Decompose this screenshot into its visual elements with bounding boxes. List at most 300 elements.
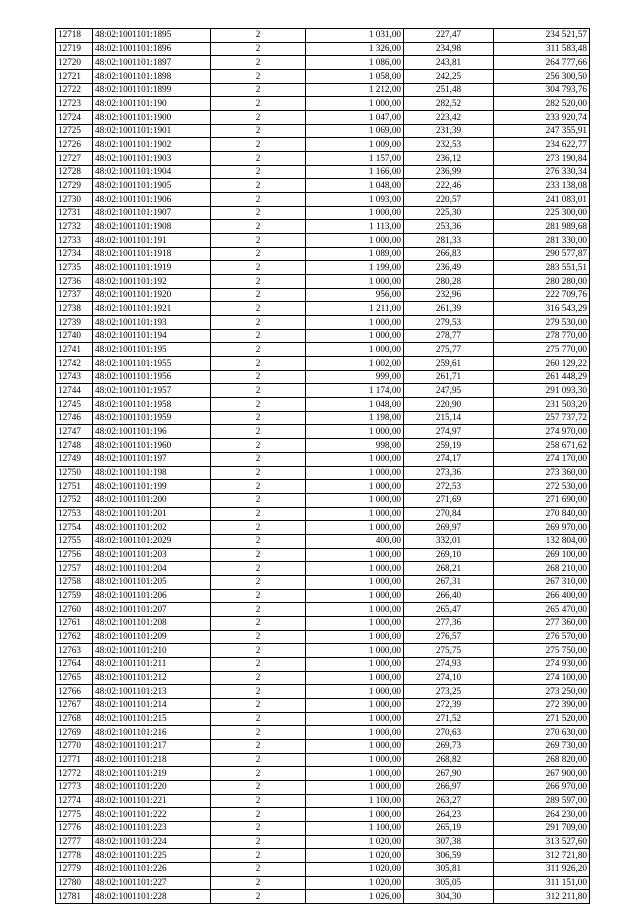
row-number-cell: 12765 — [56, 671, 93, 685]
table-row — [56, 507, 590, 521]
category-code-cell: 2 — [211, 849, 306, 863]
row-number-cell: 12739 — [56, 316, 93, 330]
cadastral-number-cell: 48:02:1001101:195 — [93, 343, 211, 357]
row-number-cell: 12732 — [56, 220, 93, 234]
category-code-cell: 2 — [211, 657, 306, 671]
cadastral-value-cell: 234 521,57 — [494, 29, 590, 43]
unit-value-cell: 282,52 — [404, 97, 494, 111]
category-code-cell: 2 — [211, 234, 306, 248]
unit-value-cell: 268,82 — [404, 753, 494, 767]
row-number-cell: 12744 — [56, 384, 93, 398]
cadastral-value-cell: 267 310,00 — [494, 575, 590, 589]
cadastral-value-cell: 270 840,00 — [494, 507, 590, 521]
cadastral-value-cell: 291 709,00 — [494, 821, 590, 835]
table-row — [56, 111, 590, 125]
cadastral-value-cell: 279 530,00 — [494, 316, 590, 330]
table-row — [56, 849, 590, 863]
category-code-cell: 2 — [211, 821, 306, 835]
area-cell: 1 000,00 — [306, 603, 404, 617]
unit-value-cell: 232,96 — [404, 288, 494, 302]
unit-value-cell: 225,30 — [404, 206, 494, 220]
unit-value-cell: 267,90 — [404, 767, 494, 781]
cadastral-number-cell: 48:02:1001101:1920 — [93, 288, 211, 302]
area-cell: 1 026,00 — [306, 890, 404, 904]
unit-value-cell: 263,27 — [404, 794, 494, 808]
unit-value-cell: 271,52 — [404, 712, 494, 726]
cadastral-number-cell: 48:02:1001101:209 — [93, 630, 211, 644]
row-number-cell: 12760 — [56, 603, 93, 617]
table-row — [56, 398, 590, 412]
area-cell: 1 020,00 — [306, 876, 404, 890]
cadastral-value-cell: 274 970,00 — [494, 425, 590, 439]
table-row — [56, 261, 590, 275]
unit-value-cell: 270,84 — [404, 507, 494, 521]
cadastral-value-cell: 270 630,00 — [494, 726, 590, 740]
cadastral-value-cell: 256 300,50 — [494, 70, 590, 84]
cadastral-value-cell: 276 570,00 — [494, 630, 590, 644]
unit-value-cell: 261,71 — [404, 370, 494, 384]
row-number-cell: 12762 — [56, 630, 93, 644]
cadastral-value-cell: 272 390,00 — [494, 698, 590, 712]
table-row — [56, 794, 590, 808]
unit-value-cell: 261,39 — [404, 302, 494, 316]
category-code-cell: 2 — [211, 507, 306, 521]
area-cell: 1 000,00 — [306, 808, 404, 822]
cadastral-number-cell: 48:02:1001101:203 — [93, 548, 211, 562]
category-code-cell: 2 — [211, 83, 306, 97]
unit-value-cell: 280,28 — [404, 275, 494, 289]
unit-value-cell: 306,59 — [404, 849, 494, 863]
cadastral-value-cell: 316 543,29 — [494, 302, 590, 316]
category-code-cell: 2 — [211, 452, 306, 466]
cadastral-number-cell: 48:02:1001101:222 — [93, 808, 211, 822]
category-code-cell: 2 — [211, 685, 306, 699]
cadastral-number-cell: 48:02:1001101:1901 — [93, 124, 211, 138]
area-cell: 1 000,00 — [306, 767, 404, 781]
cadastral-number-cell: 48:02:1001101:216 — [93, 726, 211, 740]
area-cell: 400,00 — [306, 534, 404, 548]
table-row — [56, 206, 590, 220]
category-code-cell: 2 — [211, 343, 306, 357]
unit-value-cell: 227,47 — [404, 29, 494, 43]
unit-value-cell: 242,25 — [404, 70, 494, 84]
cadastral-value-cell: 266 400,00 — [494, 589, 590, 603]
unit-value-cell: 236,99 — [404, 165, 494, 179]
category-code-cell: 2 — [211, 124, 306, 138]
table-row — [56, 780, 590, 794]
cadastral-number-cell: 48:02:1001101:215 — [93, 712, 211, 726]
cadastral-number-cell: 48:02:1001101:207 — [93, 603, 211, 617]
table-row — [56, 29, 590, 43]
area-cell: 1 174,00 — [306, 384, 404, 398]
table-row — [56, 138, 590, 152]
unit-value-cell: 267,31 — [404, 575, 494, 589]
area-cell: 1 000,00 — [306, 644, 404, 658]
table-row — [56, 316, 590, 330]
table-row — [56, 329, 590, 343]
category-code-cell: 2 — [211, 220, 306, 234]
unit-value-cell: 232,53 — [404, 138, 494, 152]
cadastral-value-cell: 264 230,00 — [494, 808, 590, 822]
area-cell: 1 000,00 — [306, 657, 404, 671]
unit-value-cell: 234,98 — [404, 42, 494, 56]
cadastral-number-cell: 48:02:1001101:228 — [93, 890, 211, 904]
cadastral-value-cell: 261 448,29 — [494, 370, 590, 384]
row-number-cell: 12750 — [56, 466, 93, 480]
table-row — [56, 302, 590, 316]
category-code-cell: 2 — [211, 862, 306, 876]
cadastral-value-table — [55, 28, 590, 904]
category-code-cell: 2 — [211, 425, 306, 439]
cadastral-number-cell: 48:02:1001101:197 — [93, 452, 211, 466]
unit-value-cell: 279,53 — [404, 316, 494, 330]
category-code-cell: 2 — [211, 767, 306, 781]
cadastral-number-cell: 48:02:1001101:1906 — [93, 193, 211, 207]
table-row — [56, 589, 590, 603]
table-row — [56, 876, 590, 890]
area-cell: 1 000,00 — [306, 329, 404, 343]
table-row — [56, 466, 590, 480]
area-cell: 1 000,00 — [306, 753, 404, 767]
unit-value-cell: 223,42 — [404, 111, 494, 125]
cadastral-number-cell: 48:02:1001101:201 — [93, 507, 211, 521]
unit-value-cell: 259,61 — [404, 357, 494, 371]
row-number-cell: 12730 — [56, 193, 93, 207]
row-number-cell: 12766 — [56, 685, 93, 699]
row-number-cell: 12772 — [56, 767, 93, 781]
table-row — [56, 343, 590, 357]
table-row — [56, 521, 590, 535]
area-cell: 1 100,00 — [306, 794, 404, 808]
area-cell: 1 000,00 — [306, 493, 404, 507]
category-code-cell: 2 — [211, 534, 306, 548]
category-code-cell: 2 — [211, 439, 306, 453]
table-row — [56, 165, 590, 179]
area-cell: 1 000,00 — [306, 466, 404, 480]
cadastral-number-cell: 48:02:1001101:223 — [93, 821, 211, 835]
cadastral-value-cell: 257 737,72 — [494, 411, 590, 425]
category-code-cell: 2 — [211, 261, 306, 275]
table-row — [56, 452, 590, 466]
cadastral-number-cell: 48:02:1001101:199 — [93, 480, 211, 494]
cadastral-number-cell: 48:02:1001101:1959 — [93, 411, 211, 425]
cadastral-value-cell: 274 930,00 — [494, 657, 590, 671]
row-number-cell: 12719 — [56, 42, 93, 56]
cadastral-value-cell: 274 100,00 — [494, 671, 590, 685]
cadastral-number-cell: 48:02:1001101:217 — [93, 739, 211, 753]
cadastral-value-cell: 312 211,80 — [494, 890, 590, 904]
cadastral-value-cell: 258 671,62 — [494, 439, 590, 453]
row-number-cell: 12767 — [56, 698, 93, 712]
unit-value-cell: 272,53 — [404, 480, 494, 494]
cadastral-value-cell: 222 709,76 — [494, 288, 590, 302]
category-code-cell: 2 — [211, 288, 306, 302]
category-code-cell: 2 — [211, 398, 306, 412]
cadastral-value-cell: 282 520,00 — [494, 97, 590, 111]
table-row — [56, 726, 590, 740]
table-row — [56, 480, 590, 494]
cadastral-value-cell: 304 793,76 — [494, 83, 590, 97]
area-cell: 1 031,00 — [306, 29, 404, 43]
category-code-cell: 2 — [211, 726, 306, 740]
cadastral-value-cell: 273 360,00 — [494, 466, 590, 480]
unit-value-cell: 277,36 — [404, 616, 494, 630]
row-number-cell: 12731 — [56, 206, 93, 220]
category-code-cell: 2 — [211, 835, 306, 849]
category-code-cell: 2 — [211, 589, 306, 603]
row-number-cell: 12722 — [56, 83, 93, 97]
category-code-cell: 2 — [211, 562, 306, 576]
area-cell: 1 009,00 — [306, 138, 404, 152]
cadastral-value-cell: 269 730,00 — [494, 739, 590, 753]
unit-value-cell: 281,33 — [404, 234, 494, 248]
table-body — [56, 29, 590, 904]
row-number-cell: 12770 — [56, 739, 93, 753]
table-row — [56, 152, 590, 166]
cadastral-number-cell: 48:02:1001101:1899 — [93, 83, 211, 97]
table-row — [56, 247, 590, 261]
area-cell: 1 000,00 — [306, 739, 404, 753]
table-row — [56, 739, 590, 753]
cadastral-value-cell: 311 583,48 — [494, 42, 590, 56]
area-cell: 1 000,00 — [306, 589, 404, 603]
cadastral-value-cell: 280 280,00 — [494, 275, 590, 289]
cadastral-value-cell: 273 250,00 — [494, 685, 590, 699]
cadastral-number-cell: 48:02:1001101:1955 — [93, 357, 211, 371]
cadastral-value-cell: 231 503,20 — [494, 398, 590, 412]
cadastral-value-cell: 274 170,00 — [494, 452, 590, 466]
row-number-cell: 12777 — [56, 835, 93, 849]
table-row — [56, 288, 590, 302]
table-row — [56, 83, 590, 97]
category-code-cell: 2 — [211, 97, 306, 111]
row-number-cell: 12780 — [56, 876, 93, 890]
table-row — [56, 439, 590, 453]
cadastral-value-cell: 260 129,22 — [494, 357, 590, 371]
unit-value-cell: 274,97 — [404, 425, 494, 439]
cadastral-number-cell: 48:02:1001101:226 — [93, 862, 211, 876]
cadastral-value-cell: 132 804,00 — [494, 534, 590, 548]
row-number-cell: 12773 — [56, 780, 93, 794]
unit-value-cell: 269,97 — [404, 521, 494, 535]
unit-value-cell: 274,93 — [404, 657, 494, 671]
row-number-cell: 12728 — [56, 165, 93, 179]
cadastral-number-cell: 48:02:1001101:214 — [93, 698, 211, 712]
row-number-cell: 12757 — [56, 562, 93, 576]
category-code-cell: 2 — [211, 70, 306, 84]
unit-value-cell: 270,63 — [404, 726, 494, 740]
cadastral-number-cell: 48:02:1001101:206 — [93, 589, 211, 603]
unit-value-cell: 266,40 — [404, 589, 494, 603]
area-cell: 1 211,00 — [306, 302, 404, 316]
table-row — [56, 97, 590, 111]
area-cell: 1 000,00 — [306, 97, 404, 111]
unit-value-cell: 231,39 — [404, 124, 494, 138]
area-cell: 1 000,00 — [306, 671, 404, 685]
table-row — [56, 179, 590, 193]
row-number-cell: 12768 — [56, 712, 93, 726]
cadastral-number-cell: 48:02:1001101:202 — [93, 521, 211, 535]
unit-value-cell: 264,23 — [404, 808, 494, 822]
cadastral-value-cell: 289 597,00 — [494, 794, 590, 808]
unit-value-cell: 220,90 — [404, 398, 494, 412]
unit-value-cell: 247,95 — [404, 384, 494, 398]
table-row — [56, 548, 590, 562]
area-cell: 1 086,00 — [306, 56, 404, 70]
cadastral-value-cell: 311 926,20 — [494, 862, 590, 876]
cadastral-value-cell: 241 083,01 — [494, 193, 590, 207]
table-row — [56, 685, 590, 699]
table-row — [56, 890, 590, 904]
unit-value-cell: 305,81 — [404, 862, 494, 876]
row-number-cell: 12743 — [56, 370, 93, 384]
cadastral-number-cell: 48:02:1001101:194 — [93, 329, 211, 343]
row-number-cell: 12746 — [56, 411, 93, 425]
cadastral-value-cell: 225 300,00 — [494, 206, 590, 220]
unit-value-cell: 268,21 — [404, 562, 494, 576]
cadastral-number-cell: 48:02:1001101:196 — [93, 425, 211, 439]
cadastral-number-cell: 48:02:1001101:225 — [93, 849, 211, 863]
cadastral-number-cell: 48:02:1001101:198 — [93, 466, 211, 480]
category-code-cell: 2 — [211, 753, 306, 767]
cadastral-number-cell: 48:02:1001101:1902 — [93, 138, 211, 152]
cadastral-number-cell: 48:02:1001101:1904 — [93, 165, 211, 179]
row-number-cell: 12755 — [56, 534, 93, 548]
cadastral-value-cell: 275 770,00 — [494, 343, 590, 357]
unit-value-cell: 332,01 — [404, 534, 494, 548]
cadastral-value-cell: 268 210,00 — [494, 562, 590, 576]
category-code-cell: 2 — [211, 493, 306, 507]
row-number-cell: 12729 — [56, 179, 93, 193]
area-cell: 1 093,00 — [306, 193, 404, 207]
cadastral-number-cell: 48:02:1001101:1958 — [93, 398, 211, 412]
area-cell: 1 000,00 — [306, 452, 404, 466]
cadastral-number-cell: 48:02:1001101:1897 — [93, 56, 211, 70]
table-row — [56, 698, 590, 712]
area-cell: 998,00 — [306, 439, 404, 453]
table-row — [56, 575, 590, 589]
row-number-cell: 12733 — [56, 234, 93, 248]
cadastral-number-cell: 48:02:1001101:1918 — [93, 247, 211, 261]
area-cell: 1 000,00 — [306, 685, 404, 699]
row-number-cell: 12781 — [56, 890, 93, 904]
table-row — [56, 425, 590, 439]
category-code-cell: 2 — [211, 357, 306, 371]
row-number-cell: 12761 — [56, 616, 93, 630]
cadastral-value-cell: 233 920,74 — [494, 111, 590, 125]
unit-value-cell: 265,47 — [404, 603, 494, 617]
row-number-cell: 12742 — [56, 357, 93, 371]
row-number-cell: 12740 — [56, 329, 93, 343]
area-cell: 1 000,00 — [306, 275, 404, 289]
cadastral-value-cell: 272 530,00 — [494, 480, 590, 494]
cadastral-number-cell: 48:02:1001101:218 — [93, 753, 211, 767]
row-number-cell: 12758 — [56, 575, 93, 589]
cadastral-number-cell: 48:02:1001101:205 — [93, 575, 211, 589]
unit-value-cell: 275,75 — [404, 644, 494, 658]
table-row — [56, 370, 590, 384]
table-row — [56, 712, 590, 726]
unit-value-cell: 251,48 — [404, 83, 494, 97]
cadastral-value-cell: 311 151,00 — [494, 876, 590, 890]
table-row — [56, 835, 590, 849]
table-row — [56, 534, 590, 548]
area-cell: 1 047,00 — [306, 111, 404, 125]
category-code-cell: 2 — [211, 603, 306, 617]
cadastral-value-cell: 234 622,77 — [494, 138, 590, 152]
row-number-cell: 12725 — [56, 124, 93, 138]
table-row — [56, 630, 590, 644]
cadastral-number-cell: 48:02:1001101:1903 — [93, 152, 211, 166]
area-cell: 1 326,00 — [306, 42, 404, 56]
table-row — [56, 671, 590, 685]
unit-value-cell: 220,57 — [404, 193, 494, 207]
unit-value-cell: 274,17 — [404, 452, 494, 466]
cadastral-number-cell: 48:02:1001101:204 — [93, 562, 211, 576]
row-number-cell: 12747 — [56, 425, 93, 439]
area-cell: 1 000,00 — [306, 316, 404, 330]
unit-value-cell: 305,05 — [404, 876, 494, 890]
category-code-cell: 2 — [211, 165, 306, 179]
row-number-cell: 12756 — [56, 548, 93, 562]
unit-value-cell: 276,57 — [404, 630, 494, 644]
row-number-cell: 12738 — [56, 302, 93, 316]
category-code-cell: 2 — [211, 521, 306, 535]
table-row — [56, 753, 590, 767]
table-row — [56, 275, 590, 289]
table-row — [56, 767, 590, 781]
table-row — [56, 862, 590, 876]
unit-value-cell: 273,36 — [404, 466, 494, 480]
cadastral-number-cell: 48:02:1001101:213 — [93, 685, 211, 699]
category-code-cell: 2 — [211, 466, 306, 480]
table-row — [56, 603, 590, 617]
cadastral-value-cell: 269 970,00 — [494, 521, 590, 535]
cadastral-number-cell: 48:02:1001101:1898 — [93, 70, 211, 84]
unit-value-cell: 304,30 — [404, 890, 494, 904]
table-row — [56, 220, 590, 234]
cadastral-number-cell: 48:02:1001101:191 — [93, 234, 211, 248]
cadastral-value-cell: 283 551,51 — [494, 261, 590, 275]
cadastral-value-cell: 271 520,00 — [494, 712, 590, 726]
row-number-cell: 12774 — [56, 794, 93, 808]
unit-value-cell: 271,69 — [404, 493, 494, 507]
row-number-cell: 12745 — [56, 398, 93, 412]
unit-value-cell: 266,83 — [404, 247, 494, 261]
area-cell: 1 020,00 — [306, 862, 404, 876]
cadastral-number-cell: 48:02:1001101:2029 — [93, 534, 211, 548]
category-code-cell: 2 — [211, 29, 306, 43]
area-cell: 956,00 — [306, 288, 404, 302]
cadastral-value-cell: 275 750,00 — [494, 644, 590, 658]
table-row — [56, 124, 590, 138]
unit-value-cell: 269,10 — [404, 548, 494, 562]
unit-value-cell: 222,46 — [404, 179, 494, 193]
row-number-cell: 12749 — [56, 452, 93, 466]
area-cell: 1 020,00 — [306, 849, 404, 863]
cadastral-number-cell: 48:02:1001101:1956 — [93, 370, 211, 384]
cadastral-value-cell: 267 900,00 — [494, 767, 590, 781]
area-cell: 1 048,00 — [306, 179, 404, 193]
row-number-cell: 12751 — [56, 480, 93, 494]
row-number-cell: 12735 — [56, 261, 93, 275]
cadastral-value-cell: 233 138,08 — [494, 179, 590, 193]
area-cell: 1 000,00 — [306, 548, 404, 562]
category-code-cell: 2 — [211, 411, 306, 425]
category-code-cell: 2 — [211, 42, 306, 56]
row-number-cell: 12720 — [56, 56, 93, 70]
category-code-cell: 2 — [211, 739, 306, 753]
